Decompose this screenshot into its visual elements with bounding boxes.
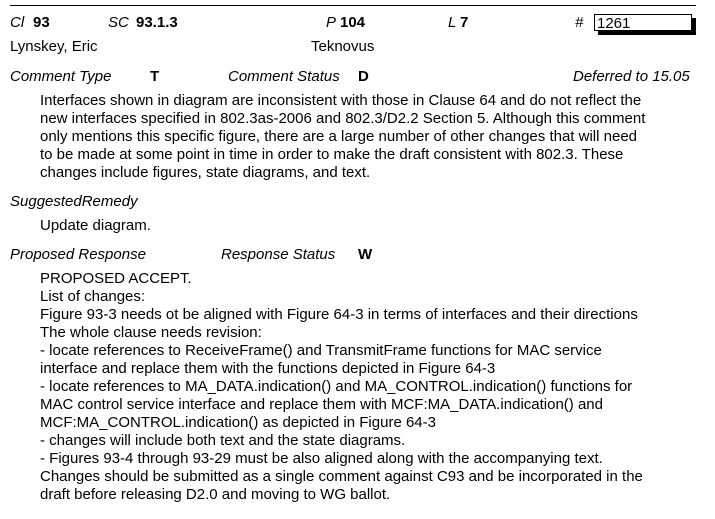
page-value: 104 [340,14,366,31]
response-line: - locate references to MA_DATA.indication() and MA_CONTROL.indication() functions for [40,378,633,395]
comment-number-label: # [575,14,584,31]
comment-line: new interfaces specified in 802.3as-2006 and 802.3/D2.2 Section 5. Although this comment [40,110,646,127]
suggested-remedy-label: SuggestedRemedy [10,193,138,210]
response-line: - Figures 93-4 through 93-29 must be also aligned along with the accompanying text. [40,450,603,467]
response-line: Changes should be submitted as a single comment against C93 and be incorporated in the [40,468,643,485]
proposed-response-label: Proposed Response [10,246,146,263]
response-line: MAC control service interface and replace them with MCF:MA_DATA.indication() and [40,396,603,413]
response-line: - locate references to ReceiveFrame() and TransmitFrame functions for MAC service [40,342,602,359]
comment-line: Interfaces shown in diagram are inconsistent with those in Clause 64 and do not reflect the [40,92,642,109]
comment-status-label: Comment Status [228,68,340,85]
response-line: The whole clause needs revision: [40,324,262,341]
comment-type-label: Comment Type [10,68,112,85]
clause-label: Cl [10,14,25,31]
suggested-remedy-text: Update diagram. [40,217,151,234]
response-text [40,270,706,504]
comment-status-value: D [358,68,369,85]
subclause-label: SC [108,14,129,31]
line-value: 7 [460,14,469,31]
response-line: draft before releasing D2.0 and moving to WG ballot. [40,486,391,503]
comment-number-box: 1261 [594,14,692,31]
response-status-label: Response Status [221,246,336,263]
comment-line: to be made at some point in time in order to make the draft consistent with 802.3. These [40,146,624,163]
response-line: Figure 93-3 needs ot be aligned with Figure 64-3 in terms of interfaces and their directions [40,306,638,323]
subclause-value: 93.1.3 [136,14,178,31]
response-line: PROPOSED ACCEPT. [40,270,192,287]
commenter-organization: Teknovus [311,38,375,55]
top-rule [10,5,696,6]
comment-text [40,92,706,182]
response-line: MCF:MA_CONTROL.indication() as depicted in Figure 64-3 [40,414,436,431]
commenter-name: Lynskey, Eric [10,38,98,55]
comment-type-value: T [150,68,160,85]
response-line: List of changes: [40,288,146,305]
response-line: - changes will include both text and the state diagrams. [40,432,406,449]
clause-value: 93 [33,14,50,31]
page-label: P [326,14,337,31]
comment-line: only mentions this specific figure, there are a large number of other changes that will need [40,128,637,145]
response-status-value: W [358,246,373,263]
line-label: L [448,14,457,31]
response-line: interface and replace them with the functions depicted in Figure 64-3 [40,360,496,377]
deferred-note: Deferred to 15.05 [573,68,690,85]
comment-line: changes include figures, state diagrams, and text. [40,164,371,181]
